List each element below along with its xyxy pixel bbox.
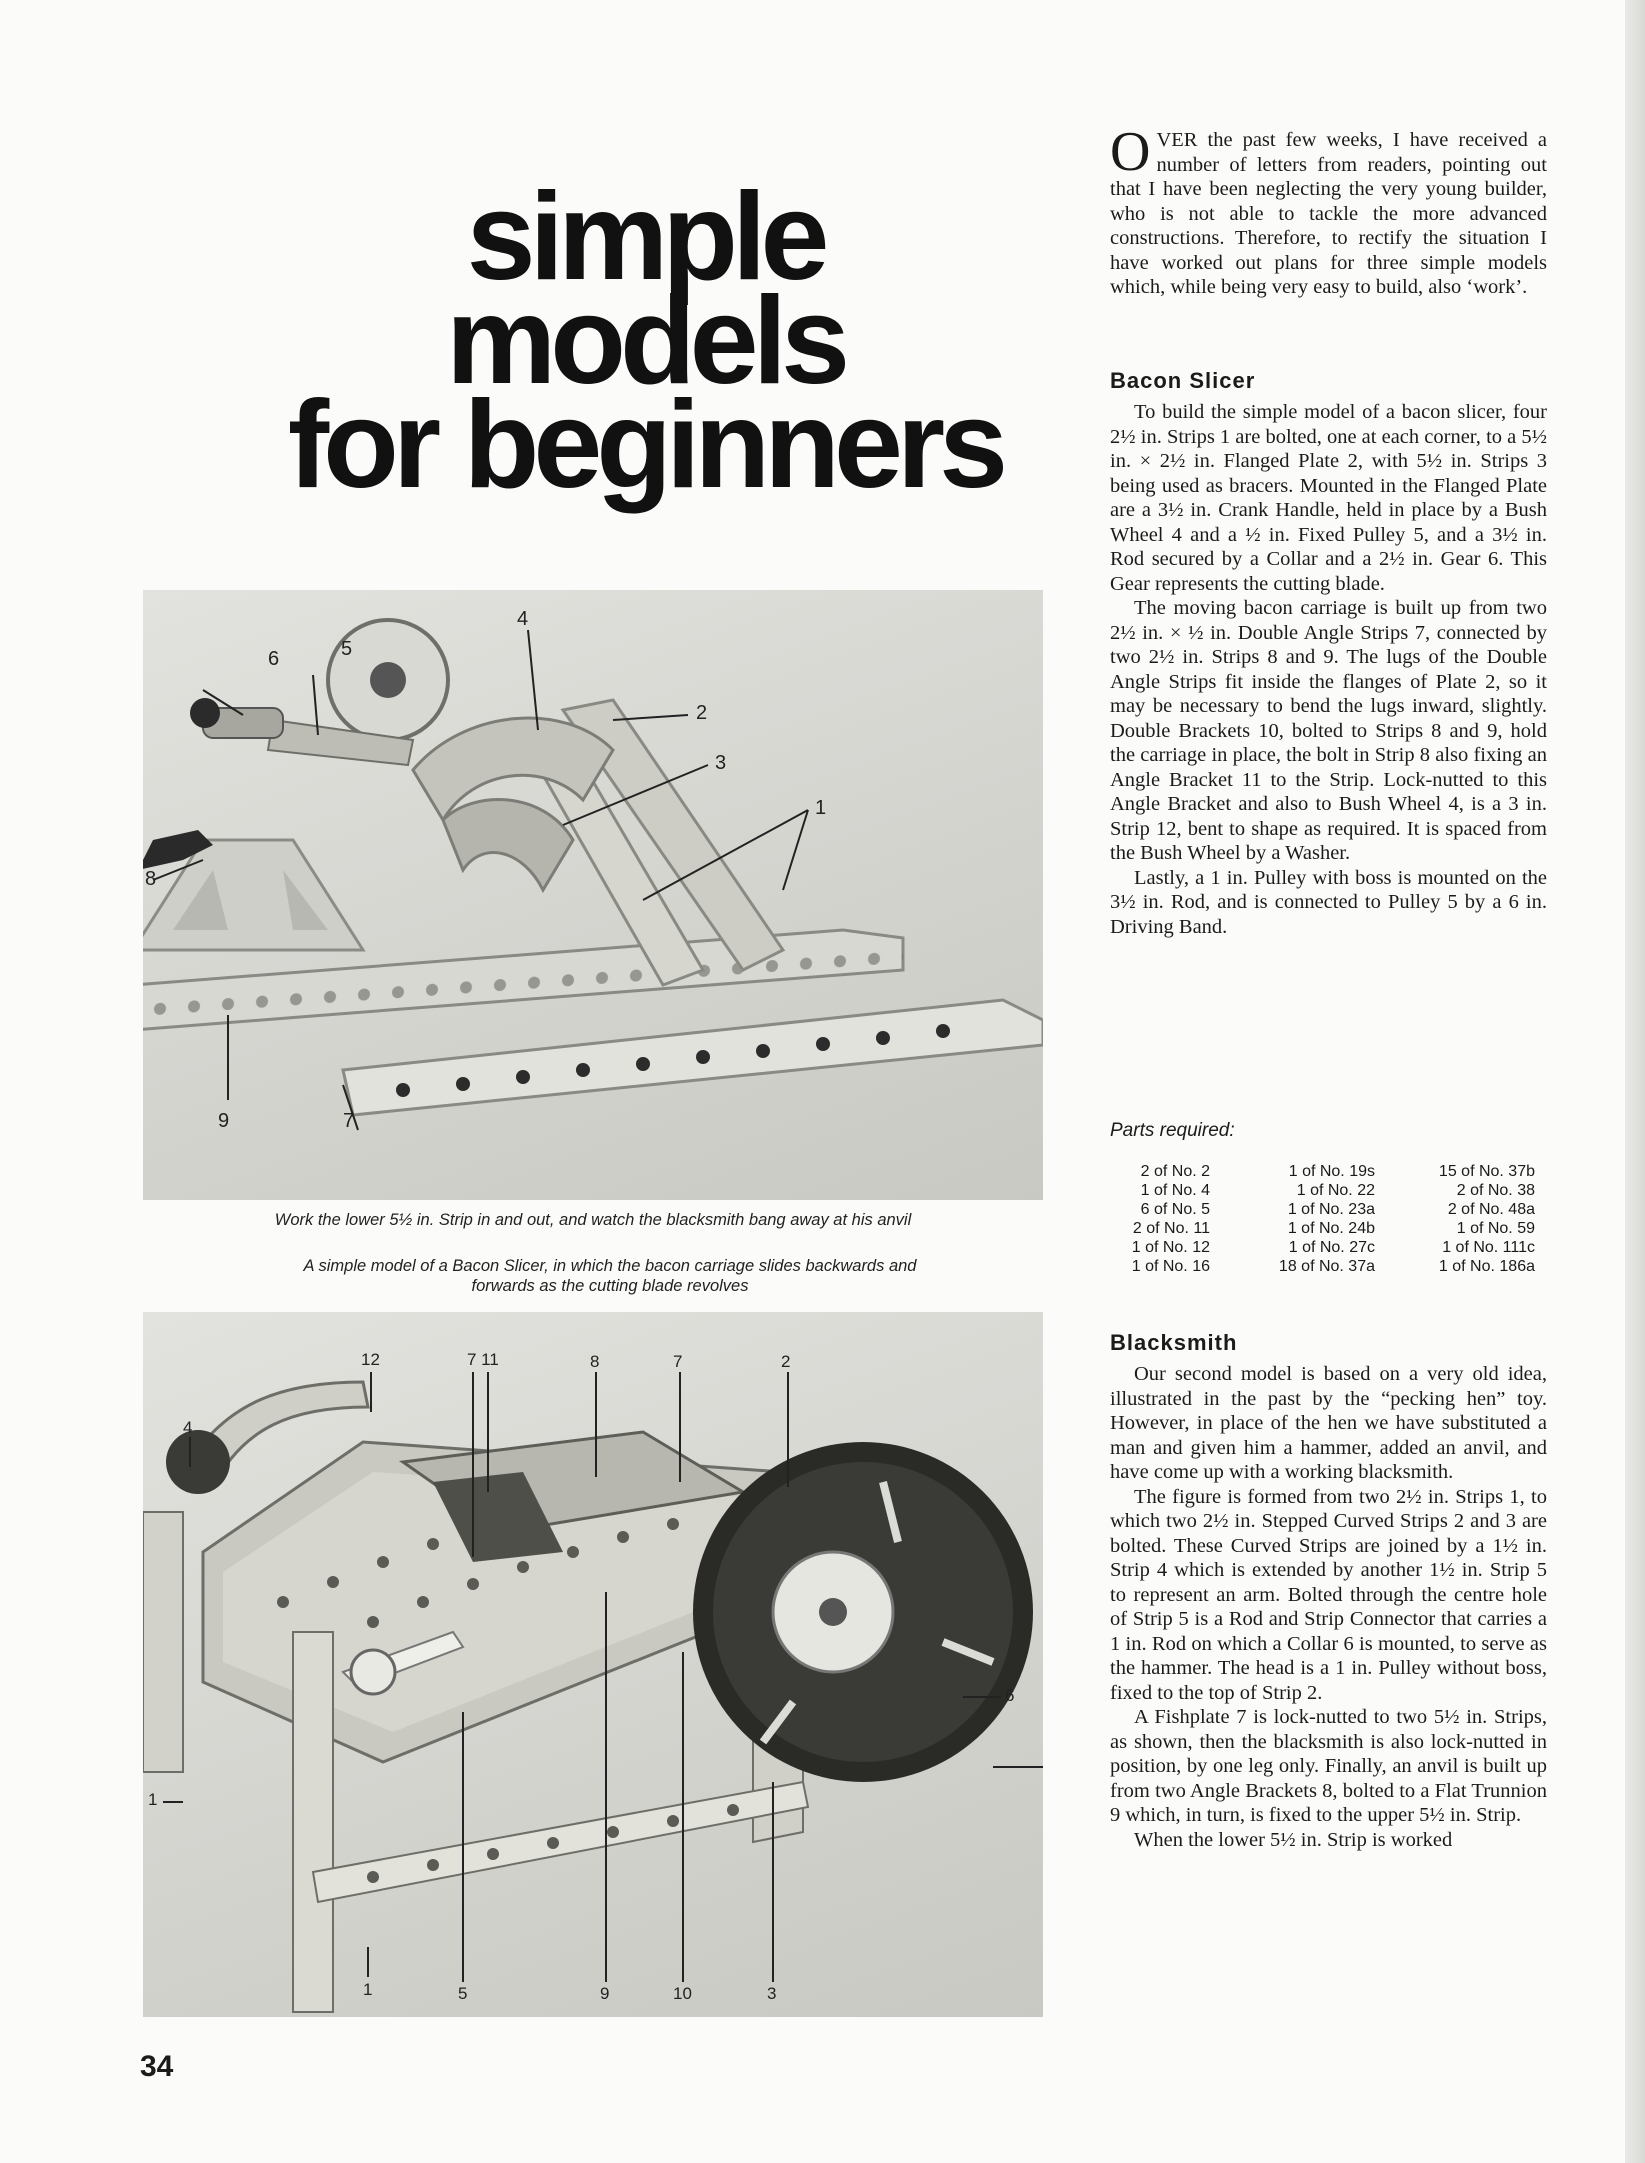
callout-1: 1	[815, 797, 827, 819]
blacksmith-paragraph-4: When the lower 5½ in. Strip is worked	[1134, 1828, 1453, 1851]
part-item: 2 of No. 38	[1456, 1182, 1535, 1199]
part-item: 1 of No. 12	[1131, 1239, 1210, 1256]
bacon-slicer-illustration	[143, 1312, 1043, 2017]
part-item: 2 of No. 11	[1132, 1220, 1210, 1237]
callout-7-11: 7 11	[467, 1350, 499, 1369]
callout-12: 12	[361, 1350, 380, 1369]
callout-4: 4	[183, 1418, 193, 1437]
callout-3: 3	[715, 752, 727, 774]
callout-bottom-10: 10	[673, 1984, 692, 2003]
parts-column-2	[1250, 1162, 1375, 1276]
title-line-1: simple	[466, 168, 824, 306]
callout-8: 8	[590, 1352, 600, 1371]
caption-bacon-slicer: A simple model of a Bacon Slicer, in which the bacon carriage slides backwards and forwards as the cutting blade revolves	[303, 1257, 917, 1295]
callout-bottom-9: 9	[600, 1984, 610, 2003]
part-item: 15 of No. 37b	[1438, 1163, 1535, 1180]
drop-cap: O	[1110, 121, 1151, 183]
blacksmith-paragraph-1: Our second model is based on a very old idea, illustrated in the past by the “pecking hen” toy. However, in place of the hen we have substituted a man and given him a hammer, added an anvil, and have come up with a working blacksmith.	[1110, 1363, 1547, 1483]
callout-7: 7	[343, 1110, 355, 1132]
title-line-3: for beginners	[287, 376, 1003, 514]
page-number: 34	[140, 2050, 174, 2083]
part-item: 1 of No. 59	[1456, 1220, 1535, 1237]
part-item: 2 of No. 48a	[1447, 1201, 1535, 1218]
bacon-slicer-paragraph-1: To build the simple model of a bacon slicer, four 2½ in. Strips 1 are bolted, one at each corner, to a 5½ in. × 2½ in. Flanged Plate 2, with 5½ in. Strips 3 being used as bracers. Mounted in the Flanged Plate are a 3½ in. Crank Handle, held in place by a Bush Wheel 4 and a ½ in. Fixed Pulley 5, and a 3½ in. Rod secured by a Collar and a 2½ in. Gear 6. This Gear represents the cutting blade.	[1110, 401, 1547, 595]
bacon-slicer-text	[1110, 400, 1547, 939]
blacksmith-paragraph-3: A Fishplate 7 is lock-nutted to two 5½ in. Strips, as shown, then the blacksmith is also lock-nutted in position, by one leg only. Finally, an anvil is built up from two Angle Brackets 8, bolted to a Flat Trunnion 9 which, in turn, is fixed to the upper 5½ in. Strip.	[1110, 1706, 1547, 1826]
bacon-slicer-photo	[143, 1312, 1043, 2017]
parts-column-1	[1110, 1162, 1210, 1276]
callout-1-left: 1	[148, 1790, 158, 1809]
callout-bottom-3: 3	[767, 1984, 777, 2003]
callout-6: 6	[1005, 1686, 1015, 1705]
part-item: 1 of No. 19s	[1288, 1163, 1375, 1180]
parts-required-label: Parts required:	[1110, 1120, 1235, 1141]
blacksmith-paragraph-2: The figure is formed from two 2½ in. Strips 1, to which two 2½ in. Stepped Curved Strips 2 and 3 are bolted. These Curved Strips are joined by a 1½ in. Strip 4 which is extended by another 1½ in. Strip 5 to represent an arm. Bolted through the centre hole of Strip 5 is a Rod and Strip Connector that carries a 1 in. Rod on which a Collar 6 is mounted, to serve as the hammer. The head is a 1 in. Pulley without boss, fixed to the top of Strip 2.	[1110, 1485, 1547, 1704]
caption-blacksmith: Work the lower 5½ in. Strip in and out, and watch the blacksmith bang away at his anvil	[274, 1211, 912, 1229]
blacksmith-photo	[143, 590, 1043, 1200]
bacon-slicer-paragraph-2: The moving bacon carriage is built up from two 2½ in. × ½ in. Double Angle Strips 7, connected by two 2½ in. Strips 8 and 9. The lugs of the Double Angle Strips fit inside the flanges of Plate 2, so it may be necessary to bend the lugs inward, slightly. Double Brackets 10, bolted to Strips 8 and 9, hold the carriage in place, the bolt in Strip 8 also fixing an Angle Bracket 11 to the Strip. Lock-nutted to this Angle Bracket and also to Bush Wheel 4, is a 3 in. Strip 12, bent to shape as required. It is spaced from the Bush Wheel by a Washer.	[1110, 597, 1547, 864]
part-item: 1 of No. 111c	[1442, 1239, 1535, 1256]
page-edge	[1625, 0, 1645, 2163]
bacon-slicer-paragraph-3: Lastly, a 1 in. Pulley with boss is mounted on the 3½ in. Rod, and is connected to Pulley 5 by a 6 in. Driving Band.	[1110, 866, 1547, 938]
article-title	[230, 168, 1060, 514]
part-item: 18 of No. 37a	[1278, 1258, 1375, 1275]
callout-9: 9	[218, 1110, 230, 1132]
part-item: 1 of No. 22	[1296, 1182, 1375, 1199]
heading-blacksmith: Blacksmith	[1110, 1330, 1238, 1355]
part-item: 1 of No. 4	[1140, 1182, 1210, 1199]
callout-7: 7	[673, 1352, 683, 1371]
callout-4: 4	[517, 608, 529, 630]
part-item: 1 of No. 24b	[1287, 1220, 1375, 1237]
intro-paragraph	[1110, 121, 1547, 300]
callout-6: 6	[268, 648, 280, 670]
part-item: 2 of No. 2	[1140, 1163, 1210, 1180]
callout-5: 5	[341, 638, 353, 660]
part-item: 1 of No. 27c	[1288, 1239, 1375, 1256]
blacksmith-text	[1110, 1362, 1547, 1852]
callout-bottom-5: 5	[458, 1984, 468, 2003]
part-item: 1 of No. 23a	[1287, 1201, 1375, 1218]
callout-2: 2	[781, 1352, 791, 1371]
heading-bacon-slicer: Bacon Slicer	[1110, 368, 1256, 393]
blacksmith-illustration	[143, 590, 1043, 1200]
callout-bottom-1: 1	[363, 1980, 373, 1999]
parts-column-3	[1405, 1162, 1535, 1276]
intro-text: VER the past few weeks, I have received a number of letters from readers, pointing out that I have been neglecting the very young builder, who is not able to tackle the more advanced constructions. Therefore, to rectify the situation I have worked out plans for three simple models which, while being very easy to build, also ‘work’.	[1110, 129, 1547, 298]
part-item: 1 of No. 186a	[1438, 1258, 1535, 1275]
part-item: 1 of No. 16	[1131, 1258, 1210, 1275]
part-item: 6 of No. 5	[1140, 1201, 1210, 1218]
callout-2: 2	[696, 702, 708, 724]
title-line-2: models	[445, 272, 845, 410]
callout-8: 8	[145, 868, 157, 890]
